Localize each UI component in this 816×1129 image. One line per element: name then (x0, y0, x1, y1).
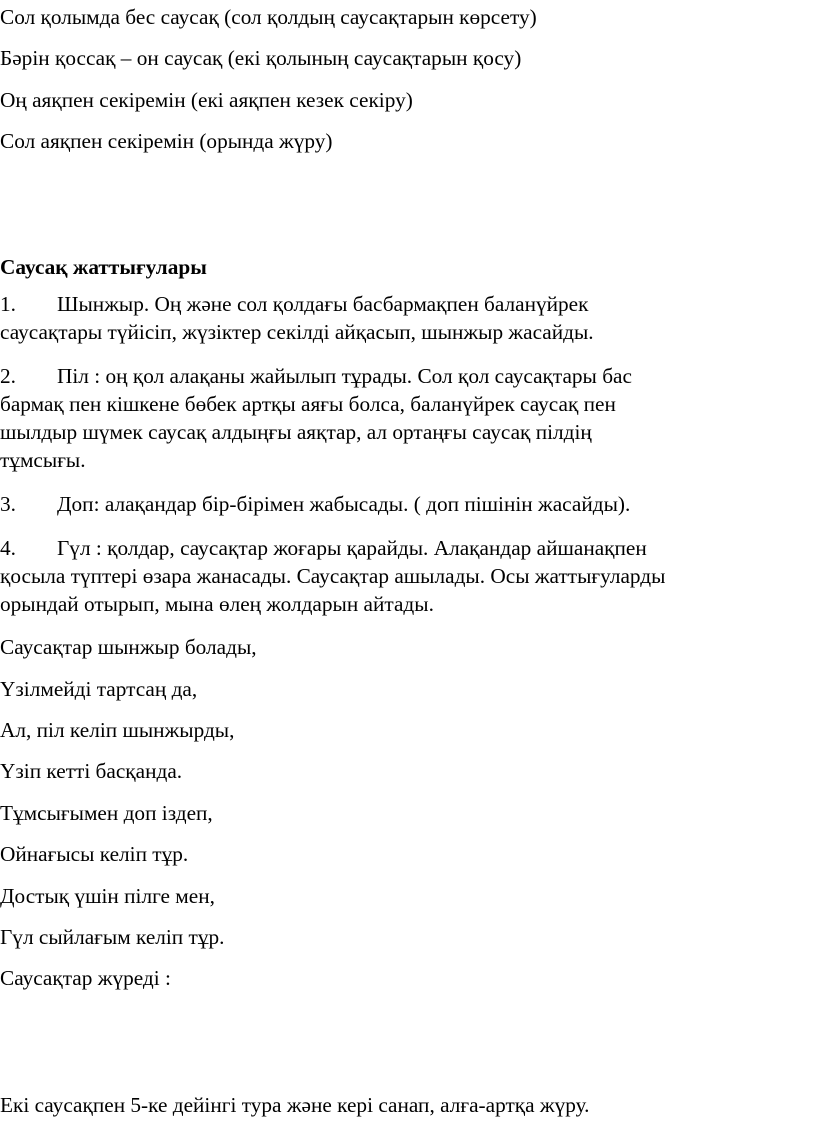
poem-line: Ал, піл келіп шынжырды, (0, 718, 235, 742)
poem-line: Гүл сыйлағым келіп тұр. (0, 925, 225, 949)
exercise-number: 2. (0, 364, 16, 388)
exercise-text: Піл : оң қол алақаны жайылып тұрады. Сол қол саусақтары бас (57, 364, 632, 388)
intro-line: Сол қолымда бес саусақ (сол қолдың саусақтарын көрсету) (0, 5, 537, 29)
poem-line: Үзіп кетті басқанда. (0, 759, 183, 783)
poem-line: Достық үшін пілге мен, (0, 884, 215, 908)
intro-line: Оң аяқпен секіремін (екі аяқпен кезек секіру) (0, 88, 413, 112)
poem-line: Үзілмейді тартсаң да, (0, 677, 198, 701)
poem-line: Саусақтар жүреді : (0, 966, 171, 990)
section-title: Саусақ жаттығулары (0, 255, 207, 279)
exercise-2-line: шылдыр шүмек саусақ алдыңғы аяқтар, ал ортаңғы саусақ пілдің (0, 420, 592, 444)
exercise-number: 1. (0, 292, 16, 316)
closing-line: Екі саусақпен 5-ке дейінгі тура және кері санап, алға-артқа жүру. (0, 1093, 590, 1117)
exercise-text: Доп: алақандар бір-бірімен жабысады. ( доп пішінін жасайды). (57, 492, 631, 516)
exercise-4-line: қосыла түптері өзара жанасады. Саусақтар ашылады. Осы жаттығуларды (0, 564, 666, 588)
exercise-2-line: тұмсығы. (0, 448, 86, 472)
exercise-2-line: бармақ пен кішкене бөбек артқы аяғы болса, баланүйрек саусақ пен (0, 392, 616, 416)
exercise-4-line (0, 536, 647, 560)
poem-line: Тұмсығымен доп іздеп, (0, 801, 213, 825)
intro-line: Сол аяқпен секіремін (орында жүру) (0, 129, 333, 153)
exercise-1-line (0, 292, 589, 316)
poem-line: Ойнағысы келіп тұр. (0, 842, 189, 866)
exercise-2-line (0, 364, 632, 388)
exercise-text: Шынжыр. Оң және сол қолдағы басбармақпен баланүйрек (57, 292, 589, 316)
exercise-number: 3. (0, 492, 16, 516)
poem-line: Саусақтар шынжыр болады, (0, 635, 257, 659)
exercise-3-line (0, 492, 630, 516)
exercise-1-line: саусақтары түйісіп, жүзіктер секілді айқасып, шынжыр жасайды. (0, 320, 594, 344)
exercise-4-line: орындай отырып, мына өлең жолдарын айтады. (0, 592, 434, 616)
exercise-text: Гүл : қолдар, саусақтар жоғары қарайды. Алақандар айшанақпен (57, 536, 647, 560)
intro-line: Бәрін қоссақ – он саусақ (екі қолының саусақтарын қосу) (0, 46, 522, 70)
exercise-number: 4. (0, 536, 16, 560)
